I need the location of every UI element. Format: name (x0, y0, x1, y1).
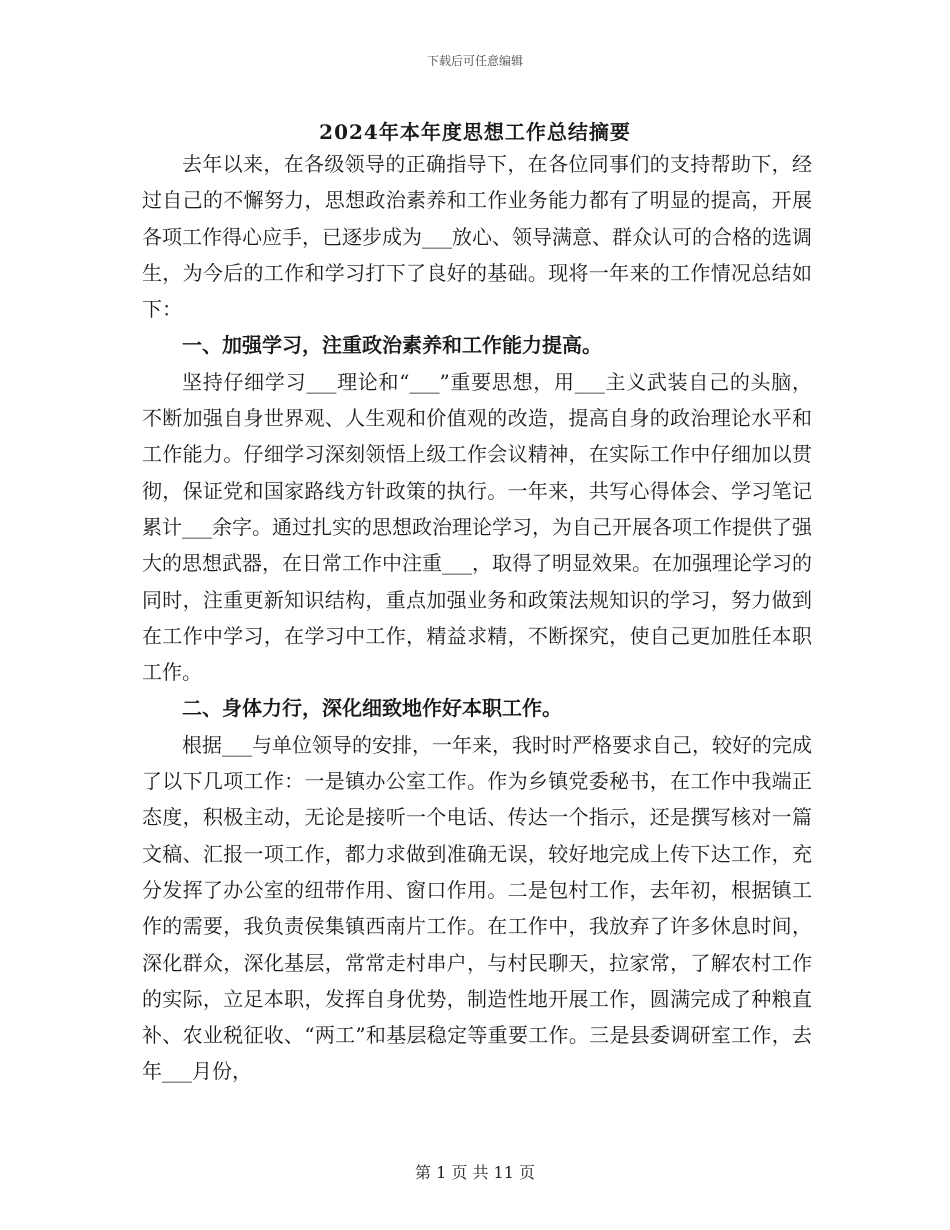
page-number-footer: 第 1 页 共 11 页 (415, 1163, 535, 1182)
page-header: 下载后可任意编辑 (426, 54, 523, 68)
section-1-paragraph: 坚持仔细学习___理论和“___”重要思想，用___主义武装自己的头脑，不断加强自身世界观、人生观和价值观的改造，提高自身的政治理论水平和工作能力。仔细学习深刻领悟上级工作会议精神，在实际工作中仔细加以贯彻，保证党和国家路线方针政策的执行。一年来，共写心得体会、学习笔记累计___余字。通过扎实的思想政治理论学习，为自己开展各项工作提供了强大的思想武器，在日常工作中注重___，取得了明显效果。在加强理论学习的同时，注重更新知识结构，重点加强业务和政策法规知识的学习，努力做到在工作中学习，在学习中工作，精益求精，不断探究，使自己更加胜任本职工作。 (142, 369, 812, 685)
section-heading-2: 二、身体力行，深化细致地作好本职工作。 (182, 696, 562, 721)
section-heading-1: 一、加强学习，注重政治素养和工作能力提高。 (182, 333, 602, 358)
document-body (142, 146, 812, 1090)
section-2-paragraph: 根据___与单位领导的安排，一年来，我时时严格要求自己，较好的完成了以下几项工作：一是镇办公室工作。作为乡镇党委秘书，在工作中我端正态度，积极主动，无论是接听一个电话、传达一个指示，还是撰写核对一篇文稿、汇报一项工作，都力求做到准确无误，较好地完成上传下达工作，充分发挥了办公室的纽带作用、窗口作用。二是包村工作，去年初，根据镇工作的需要，我负责侯集镇西南片工作。在工作中，我放弃了许多休息时间，深化群众，深化基层，常常走村串户，与村民聊天，拉家常，了解农村工作的实际，立足本职，发挥自身优势，制造性地开展工作，圆满完成了种粮直补、农业税征收、“两工”和基层稳定等重要工作。三是县委调研室工作，去年___月份， (142, 732, 812, 1084)
document-title: 2024年本年度思想工作总结摘要 (319, 120, 631, 144)
intro-paragraph: 去年以来，在各级领导的正确指导下，在各位同事们的支持帮助下，经过自己的不懈努力，思想政治素养和工作业务能力都有了明显的提高，开展各项工作得心应手，已逐步成为___放心、领导满意、群众认可的合格的选调生，为今后的工作和学习打下了良好的基础。现将一年来的工作情况总结如下： (142, 152, 812, 322)
